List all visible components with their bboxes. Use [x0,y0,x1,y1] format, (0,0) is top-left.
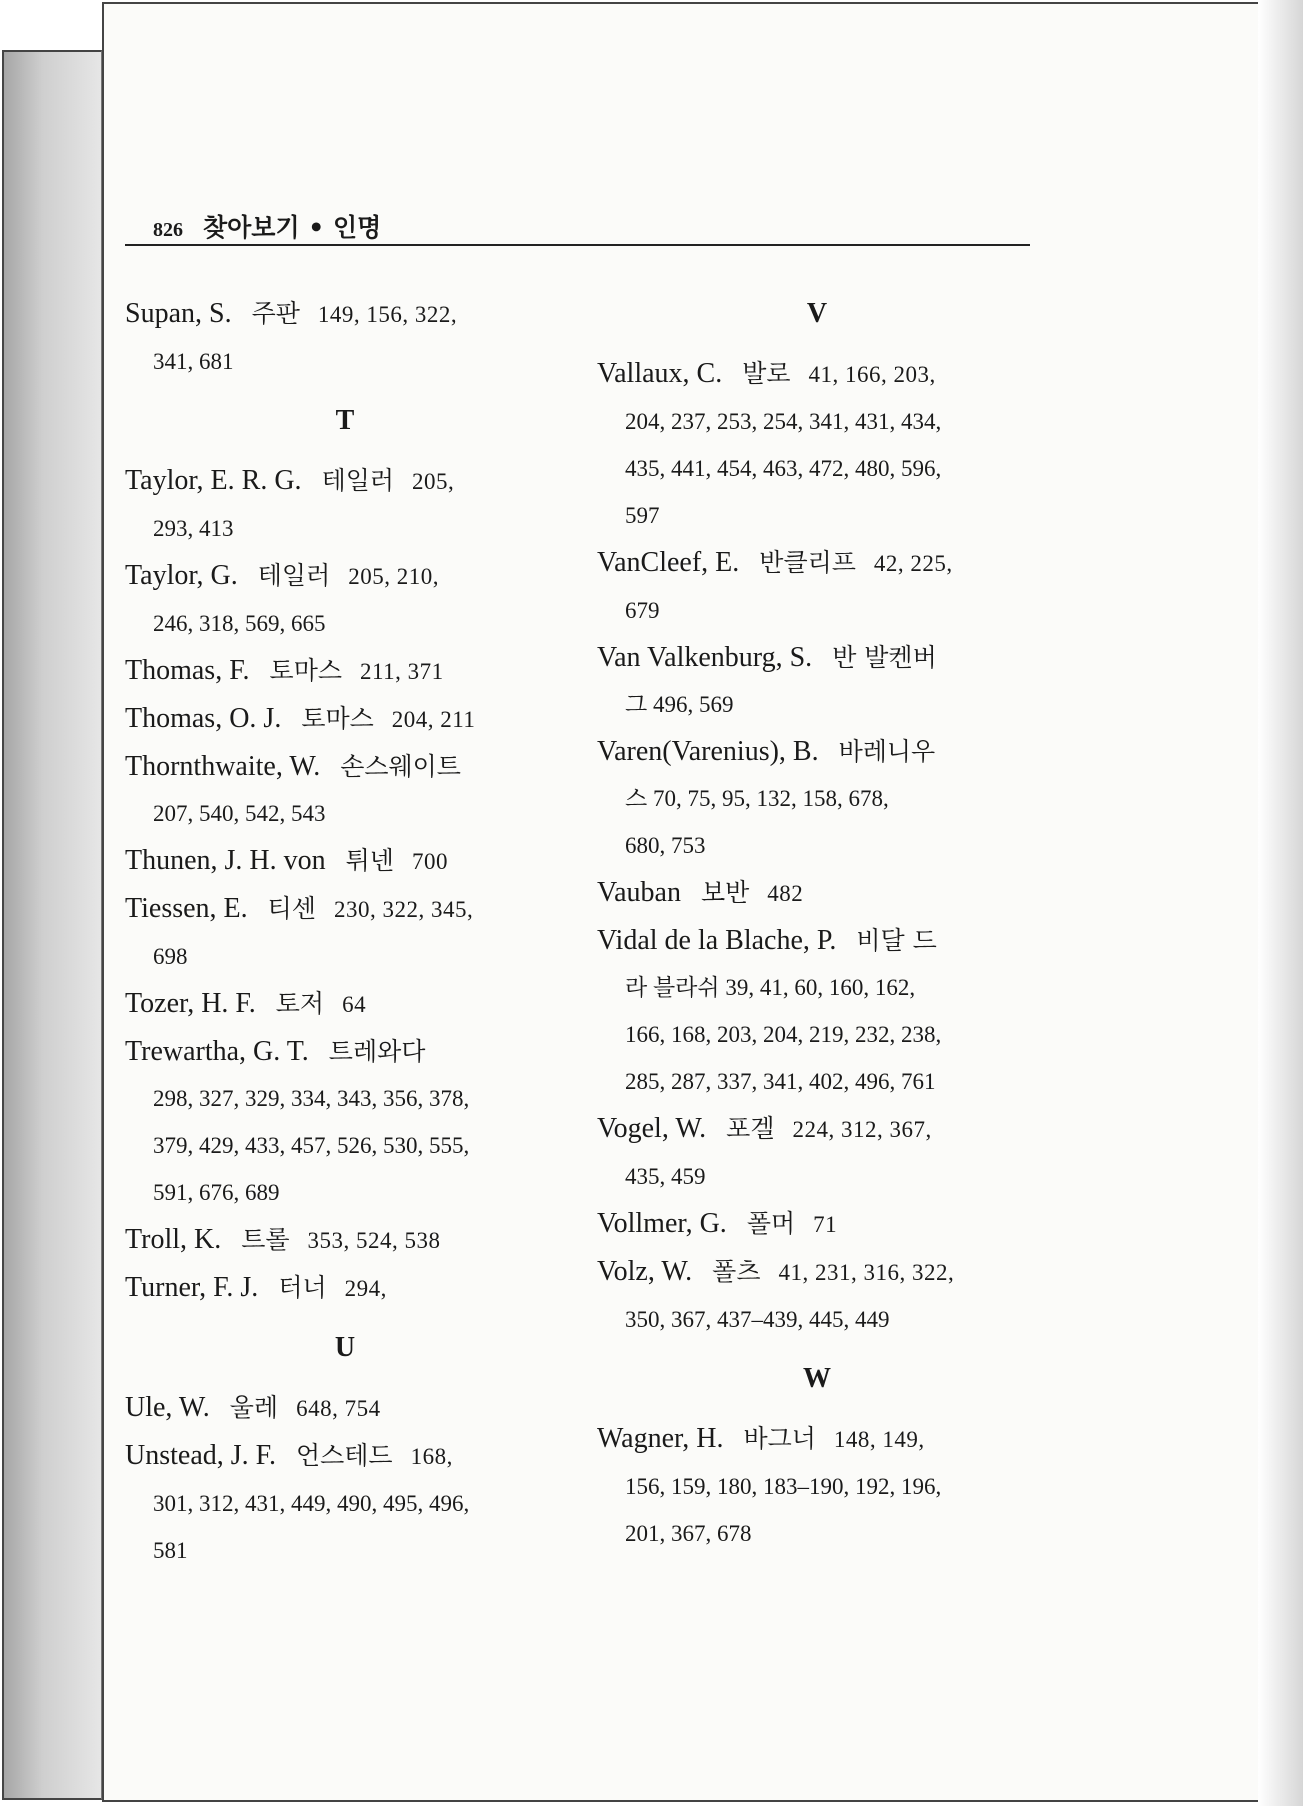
index-entry [125,1264,565,1312]
entry-korean-name: 바그너 [743,1424,816,1453]
page-edge-shadow [1258,0,1303,1806]
entry-name: Vollmer, G. [597,1208,727,1239]
section-letter: T [335,405,355,436]
entry-pages: 149, 156, 322, [317,302,458,327]
index-entry [125,1432,565,1527]
page-title: 찾아보기 • 인명 [203,213,382,242]
index-entry [597,634,1037,728]
entry-korean-name: 폴머 [746,1209,796,1238]
entry-korean-name: 트레와다 [328,1037,426,1066]
entry-pages-continued: 341, 681 [153,349,234,374]
entry-name: Vogel, W. [597,1113,707,1144]
entry-pages-continued: 435, 459 [625,1164,706,1189]
entry-pages-continued: 680, 753 [625,833,706,858]
section-letter: W [803,1363,831,1394]
entry-pages: 648, 754 [296,1396,381,1421]
section-letter: V [806,298,828,329]
page-header [125,208,1030,246]
entry-korean-name: 보반 [700,878,750,907]
entry-korean-name: 포겔 [726,1114,775,1143]
entry-pages: 41, 231, 316, 322, [778,1260,955,1285]
index-entry [597,1248,1037,1343]
index-entry-continuation [597,1058,1037,1105]
entry-pages: 42, 225, [873,551,953,576]
entry-pages: 211, 371 [360,659,444,684]
section-letter: U [334,1332,356,1363]
index-entry [597,1415,1037,1510]
entry-pages-continued: 301, 312, 431, 449, 490, 495, 496, [153,1491,470,1516]
left-column [125,290,565,1574]
entry-name: Volz, W. [597,1256,693,1287]
entry-pages-continued: 597 [625,503,660,528]
entry-korean-name: 토마스 [301,704,374,733]
entry-pages: 230, 322, 345, [333,897,474,922]
page-number: 826 [153,219,183,241]
entry-name: Vidal de la Blache, P. [597,925,837,956]
entry-korean-name: 비달 드 [856,926,937,955]
entry-name: Troll, K. [125,1224,222,1255]
index-entry [125,1028,565,1122]
index-entry [597,917,1037,1011]
entry-pages: 204, 211 [391,707,476,732]
entry-pages: 148, 149, [833,1427,925,1452]
index-entry [125,695,565,743]
right-column [597,290,1037,1557]
entry-pages: 700 [411,849,448,874]
index-entry-continuation [597,445,1037,492]
entry-pages: 64 [342,992,367,1017]
entry-pages-continued: 207, 540, 542, 543 [153,801,326,826]
entry-name: Thunen, J. H. von [125,845,326,876]
index-entry-continuation [125,1527,565,1574]
entry-pages-continued: 435, 441, 454, 463, 472, 480, 596, [625,456,942,481]
entry-pages-continued: 166, 168, 203, 204, 219, 232, 238, [625,1022,942,1047]
index-entry [125,743,565,837]
entry-name: VanCleef, E. [597,547,740,578]
book-spine [2,50,102,1800]
index-entry [597,350,1037,445]
entry-pages: 224, 312, 367, [792,1117,932,1142]
entry-name: Tozer, H. F. [125,988,256,1019]
entry-korean-name: 울레 [229,1393,279,1422]
index-entry-continuation [597,492,1037,539]
entry-korean-name: 손스웨이트 [340,752,461,781]
entry-name: Vallaux, C. [597,358,723,389]
entry-name: Thomas, O. J. [125,703,282,734]
index-entry [125,552,565,647]
entry-pages-continued: 698 [153,944,188,969]
entry-name: Supan, S. [125,298,232,329]
entry-pages-continued: 285, 287, 337, 341, 402, 496, 761 [625,1069,936,1094]
entry-pages: 353, 524, 538 [307,1228,441,1253]
entry-pages-continued: 스 70, 75, 95, 132, 158, 678, [625,786,889,811]
entry-korean-name: 발로 [742,359,791,388]
index-entry [125,457,565,552]
index-entry [125,647,565,695]
entry-korean-name: 트롤 [241,1225,290,1254]
entry-pages: 205, 210, [348,564,439,589]
entry-korean-name: 반 발켄버 [832,643,937,672]
entry-name: Taylor, E. R. G. [125,465,302,496]
index-entry-continuation [125,1122,565,1169]
index-entry [597,728,1037,822]
entry-pages-continued: 라 블라쉬 39, 41, 60, 160, 162, [625,975,916,1000]
index-entry-continuation [125,1169,565,1216]
index-entry [125,837,565,885]
index-entry [125,290,565,385]
entry-name: Unstead, J. F. [125,1440,276,1471]
entry-pages: 168, [410,1444,453,1469]
entry-name: Varen(Varenius), B. [597,736,819,767]
entry-pages: 71 [813,1212,838,1237]
entry-name: Vauban [597,877,681,908]
entry-korean-name: 토마스 [269,656,342,685]
entry-korean-name: 바레니우 [838,737,936,766]
index-entry [597,539,1037,634]
entry-name: Trewartha, G. T. [125,1036,309,1067]
entry-pages: 294, [344,1276,387,1301]
index-entry [597,1105,1037,1200]
entry-name: Ule, W. [125,1392,210,1423]
entry-name: Turner, F. J. [125,1272,259,1303]
index-entry [597,1200,1037,1248]
entry-name: Van Valkenburg, S. [597,642,813,673]
entry-korean-name: 토저 [275,989,325,1018]
entry-pages-continued: 201, 367, 678 [625,1521,752,1546]
entry-pages-continued: 204, 237, 253, 254, 341, 431, 434, [625,409,942,434]
entry-pages-continued: 581 [153,1538,188,1563]
entry-korean-name: 테일러 [321,466,395,495]
entry-korean-name: 티센 [267,894,316,923]
entry-pages-continued: 246, 318, 569, 665 [153,611,326,636]
entry-pages-continued: 156, 159, 180, 183–190, 192, 196, [625,1474,942,1499]
entry-korean-name: 터너 [278,1273,327,1302]
entry-korean-name: 튀넨 [345,846,394,875]
index-entry [125,1384,565,1432]
entry-pages: 482 [767,881,804,906]
entry-name: Taylor, G. [125,560,238,591]
index-entry [597,869,1037,917]
index-entry [125,980,565,1028]
index-entry-continuation [597,1510,1037,1557]
index-entry-continuation [597,822,1037,869]
entry-korean-name: 언스테드 [295,1441,393,1470]
entry-pages: 205, [412,469,455,494]
entry-pages-continued: 591, 676, 689 [153,1180,280,1205]
entry-pages-continued: 그 496, 569 [625,692,734,717]
entry-korean-name: 주판 [251,299,300,328]
entry-pages-continued: 350, 367, 437–439, 445, 449 [625,1307,890,1332]
entry-pages-continued: 379, 429, 433, 457, 526, 530, 555, [153,1133,470,1158]
entry-pages: 41, 166, 203, [808,362,936,387]
index-entry [125,1216,565,1264]
entry-pages-continued: 293, 413 [153,516,234,541]
entry-pages-continued: 679 [625,598,660,623]
entry-korean-name: 테일러 [257,561,331,590]
entry-name: Thomas, F. [125,655,250,686]
entry-korean-name: 반클리프 [759,548,856,577]
entry-korean-name: 폴츠 [712,1257,761,1286]
entry-name: Tiessen, E. [125,893,248,924]
entry-name: Thornthwaite, W. [125,751,321,782]
index-entry [125,885,565,980]
entry-name: Wagner, H. [597,1423,724,1454]
index-entry-continuation [597,1011,1037,1058]
entry-pages-continued: 298, 327, 329, 334, 343, 356, 378, [153,1086,470,1111]
